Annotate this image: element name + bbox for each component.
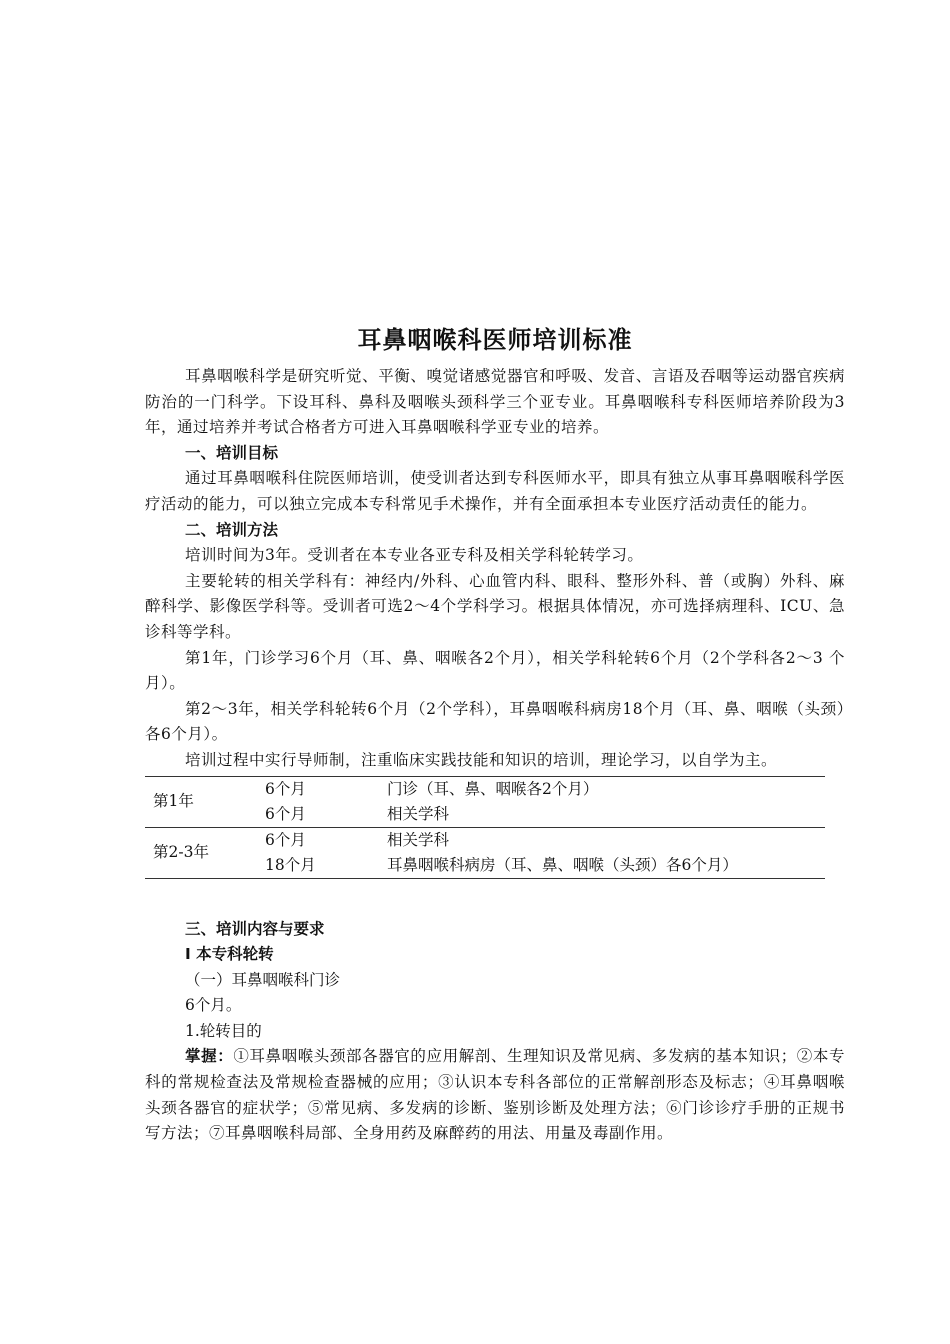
rotation-table — [145, 776, 825, 879]
methods-paragraph-3: 第1年，门诊学习6个月（耳、鼻、咽喉各2个月），相关学科轮转6个月（2个学科各2～3 个月）。 — [145, 648, 845, 693]
master-paragraph — [145, 1044, 845, 1146]
master-text: ①耳鼻咽喉头颈部各器官的应用解剖、生理知识及常见病、多发病的基本知识；②本专科的常规检查法及常规检查器械的应用；③认识本专科各部位的正常解剖形态及标志；④耳鼻咽喉头颈各器官的症状学；⑤常见病、多发病的诊断、鉴别诊断及处理方法；⑥门诊诊疗手册的正规书写方法；⑦耳鼻咽喉科局部、全身用药及麻醉药的用法、用量及毒副作用。 — [145, 1047, 845, 1143]
page-title: 耳鼻咽喉科医师培训标准 — [357, 326, 633, 354]
subheading-specialty-rotation: Ⅰ 本专科轮转 — [185, 945, 274, 964]
methods-paragraph-4: 第2～3年，相关学科轮转6个月（2个学科），耳鼻咽喉科病房18个月（耳、鼻、咽喉（头颈）各6个月）。 — [145, 699, 845, 744]
rotation-year-cell: 第1年 — [153, 792, 194, 810]
intro-paragraph: 耳鼻咽喉科学是研究听觉、平衡、嗅觉诸感觉器官和呼吸、发音、言语及吞咽等运动器官疾病防治的一门科学。下设耳科、鼻科及咽喉头颈科学三个亚专业。耳鼻咽喉科专科医师培养阶段为3年，通过培养并考试合格者方可进入耳鼻咽喉科学亚专业的培养。 — [145, 367, 845, 437]
methods-paragraph-2: 主要轮转的相关学科有：神经内/外科、心血管内科、眼科、整形外科、普（或胸）外科、麻醉科学、影像医学科等。受训者可选2～4个学科学习。根据具体情况，亦可选择病理科、ICU、急诊科等学科。 — [145, 571, 845, 641]
rotation-content-cell: 门诊（耳、鼻、咽喉各2个月） — [387, 779, 599, 798]
rotation-content-cell: 相关学科 — [387, 830, 450, 849]
rotation-group-year2-3 — [145, 827, 825, 878]
rotation-duration-cell: 6个月 — [265, 804, 306, 823]
methods-paragraph-1: 培训时间为3年。受训者在本专业各亚专科及相关学科轮转学习。 — [185, 546, 644, 565]
table-spacer — [145, 879, 845, 917]
rotation-year-cell: 第2-3年 — [153, 843, 209, 861]
rotation-duration-cell: 18个月 — [265, 855, 316, 874]
rotation-group-year1 — [145, 776, 825, 827]
subheading-rotation-purpose: 1.轮转目的 — [185, 1021, 262, 1040]
rotation-content-cell: 相关学科 — [387, 804, 450, 823]
rotation-content-cell: 耳鼻咽喉科病房（耳、鼻、咽喉（头颈）各6个月） — [387, 855, 738, 874]
subheading-outpatient: （一）耳鼻咽喉科门诊 — [185, 970, 341, 989]
master-label: 掌握： — [185, 1047, 234, 1066]
table-row — [145, 827, 825, 853]
table-row — [145, 776, 825, 802]
section-heading-methods: 二、培训方法 — [185, 520, 279, 539]
rotation-duration-cell: 6个月 — [265, 830, 306, 849]
section-heading-goals: 一、培训目标 — [185, 443, 279, 462]
outpatient-duration: 6个月。 — [185, 996, 242, 1015]
section-heading-content: 三、培训内容与要求 — [185, 919, 325, 938]
methods-paragraph-5: 培训过程中实行导师制，注重临床实践技能和知识的培训，理论学习，以自学为主。 — [185, 750, 778, 769]
goals-paragraph: 通过耳鼻咽喉科住院医师培训，使受训者达到专科医师水平，即具有独立从事耳鼻咽喉科学医疗活动的能力，可以独立完成本专科常见手术操作，并有全面承担本专业医疗活动责任的能力。 — [145, 469, 845, 513]
document-body — [145, 322, 845, 1147]
rotation-duration-cell: 6个月 — [265, 779, 306, 798]
